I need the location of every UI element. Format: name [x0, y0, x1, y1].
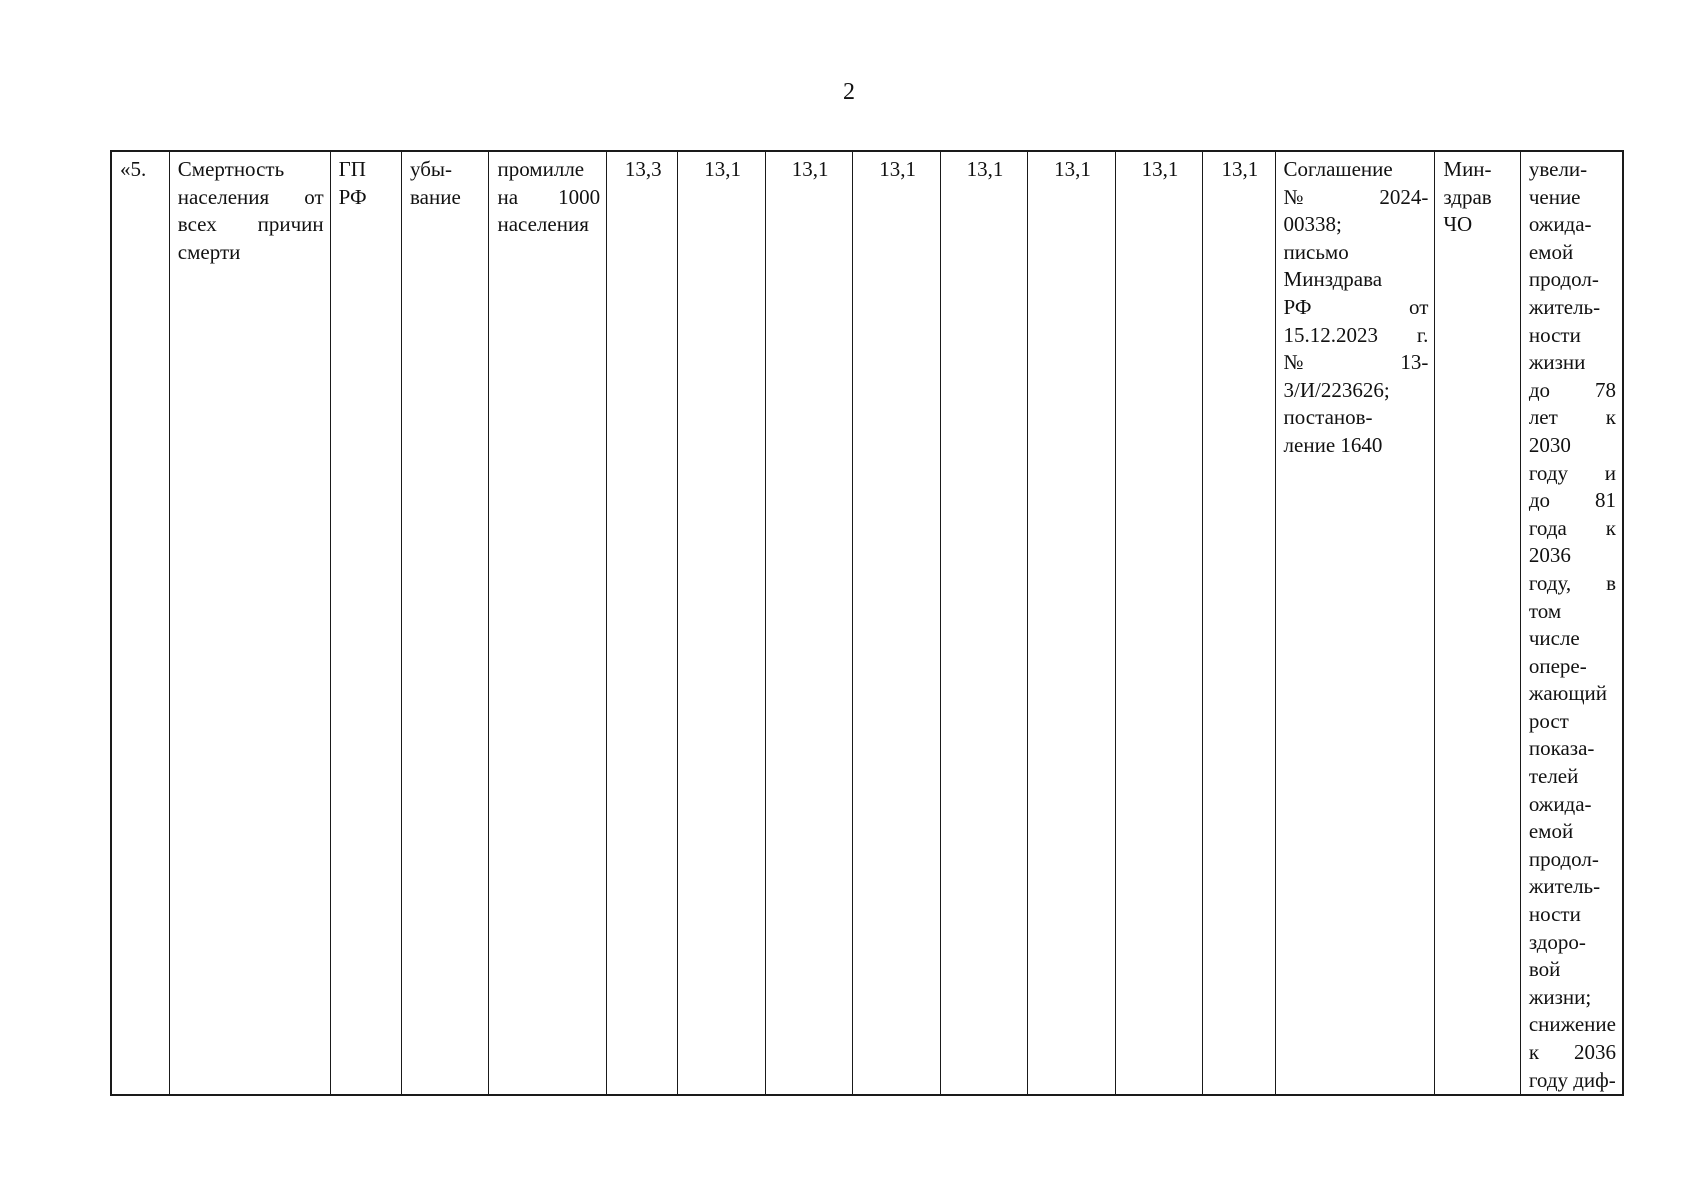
indicator-trend: убы-вание — [402, 151, 489, 1095]
goal-line: числе — [1528, 626, 1580, 651]
value-cell: 13,1 — [1203, 151, 1275, 1095]
goal-line: 2030 — [1528, 432, 1571, 457]
goal-line: том — [1528, 598, 1562, 623]
goal-line: к 2036 — [1528, 1040, 1616, 1064]
indicator-name: Смертность населения от всех причин смерти — [169, 151, 330, 1095]
goal-line: емой — [1528, 239, 1574, 264]
basis-line: № 13- — [1283, 350, 1429, 375]
value-cell: 13,1 — [940, 151, 1027, 1095]
indicators-table — [110, 150, 1624, 1096]
goal-line: ожида- — [1528, 212, 1592, 237]
goal-line: году диф- — [1528, 1067, 1616, 1092]
value-cell: 13,1 — [1028, 151, 1115, 1095]
goal-line: до 78 — [1528, 377, 1616, 402]
goal-line: увели- — [1528, 157, 1588, 181]
goal-line: вой — [1528, 957, 1561, 982]
unit-of-measure: промилле на 1000 населения — [489, 151, 607, 1095]
goal-line: до 81 — [1528, 488, 1616, 513]
basis-document — [1275, 151, 1435, 1095]
basis-line: постанов- — [1283, 405, 1373, 430]
basis-line: письмо — [1283, 239, 1349, 264]
goal-text — [1520, 151, 1623, 1095]
goal-line: телей — [1528, 764, 1579, 789]
goal-line: году и — [1528, 460, 1616, 485]
basis-line: ление 1640 — [1283, 432, 1383, 457]
goal-line: лет к — [1528, 405, 1616, 430]
goal-line: года к — [1528, 515, 1616, 540]
value-cell: 13,3 — [607, 151, 678, 1095]
goal-line: продол- — [1528, 846, 1599, 871]
goal-line: 2036 — [1528, 543, 1571, 568]
goal-line: рост — [1528, 708, 1569, 733]
goal-line: ности — [1528, 902, 1581, 927]
goal-line: ожида- — [1528, 791, 1592, 816]
goal-line: жизни; — [1528, 984, 1592, 1009]
basis-line: 3/И/223626; — [1283, 377, 1390, 402]
goal-line: жающий — [1528, 681, 1607, 706]
indicator-level: ГП РФ — [330, 151, 401, 1095]
goal-line: продол- — [1528, 267, 1599, 292]
goal-line: емой — [1528, 819, 1574, 844]
goal-line: жизни — [1528, 350, 1586, 375]
goal-line: ности — [1528, 322, 1581, 347]
goal-line: опере- — [1528, 653, 1587, 678]
basis-line: 15.12.2023 г. — [1283, 322, 1429, 347]
table-row — [111, 151, 1623, 1095]
goal-line: житель- — [1528, 294, 1601, 319]
goal-line: году, в — [1528, 570, 1616, 595]
responsible-body: Мин-здрав ЧО — [1435, 151, 1520, 1095]
basis-line: Минздрава — [1283, 267, 1383, 292]
basis-line: № 2024- — [1283, 184, 1429, 209]
basis-line: 00338; — [1283, 212, 1342, 237]
value-cell: 13,1 — [765, 151, 852, 1095]
basis-line: Соглашение — [1283, 157, 1393, 181]
goal-line: чение — [1528, 184, 1581, 209]
basis-line: РФ от — [1283, 294, 1429, 319]
row-number: «5. — [111, 151, 169, 1095]
value-cell: 13,1 — [853, 151, 940, 1095]
value-cell: 13,1 — [1115, 151, 1202, 1095]
goal-line: здоро- — [1528, 929, 1586, 954]
page-number: 2 — [843, 79, 855, 105]
goal-line: снижение — [1528, 1012, 1616, 1037]
goal-line: житель- — [1528, 874, 1601, 899]
value-cell: 13,1 — [678, 151, 765, 1095]
goal-line: показа- — [1528, 736, 1595, 761]
